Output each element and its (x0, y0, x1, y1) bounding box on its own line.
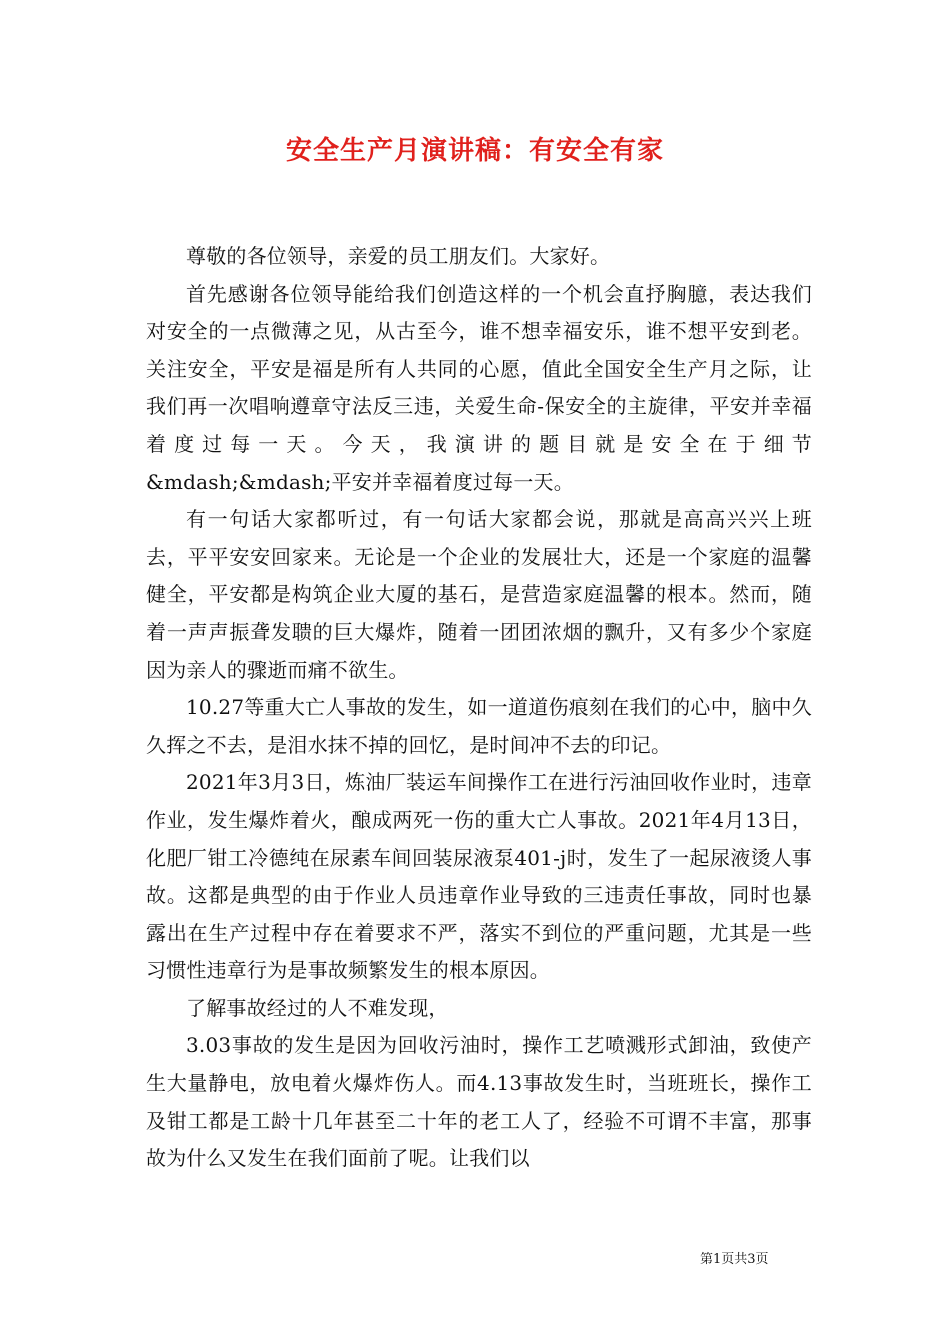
document-body (146, 238, 812, 1178)
page-title: 安全生产月演讲稿：有安全有家 (285, 136, 664, 166)
paragraph-2021-accidents: 2021年3月3日，炼油厂装运车间操作工在进行污油回收作业时，违章作业，发生爆炸着火，酿成两死一伤的重大亡人事故。2021年4月13日，化肥厂钳工冷德纯在尿素车间回装尿液泵401-j时，发生了一起尿液烫人事故。这都是典型的由于作业人员违章作业导致的三违责任事故，同时也暴露出在生产过程中存在着要求不严，落实不到位的严重问题，尤其是一些习惯性违章行为是事故频繁发生的根本原因。 (146, 770, 812, 983)
paragraph-303-accident: 3.03事故的发生是因为回收污油时，操作工艺喷溅形式卸油，致使产生大量静电，放电着火爆炸伤人。而4.13事故发生时，当班班长，操作工及钳工都是工龄十几年甚至二十年的老工人了，经验不可谓不丰富，那事故为什么又发生在我们面前了呢。让我们以 (146, 1033, 812, 1171)
paragraph-greeting: 尊敬的各位领导，亲爱的员工朋友们。大家好。 (186, 244, 611, 268)
page-number: 第1页共3页 (700, 1252, 769, 1267)
paragraph-safe-home: 有一句话大家都听过，有一句话大家都会说，那就是高高兴兴上班去，平平安安回家来。无论是一个企业的发展壮大，还是一个家庭的温馨健全，平安都是构筑企业大厦的基石，是营造家庭温馨的根本。然而，随着一声声振聋发聩的巨大爆炸，随着一团团浓烟的飘升，又有多少个家庭因为亲人的骤逝而痛不欲生。 (146, 507, 812, 682)
paragraph-1027-accident: 10.27等重大亡人事故的发生，如一道道伤痕刻在我们的心中，脑中久久挥之不去，是泪水抹不掉的回忆，是时间冲不去的印记。 (146, 695, 812, 757)
paragraph-opening: 首先感谢各位领导能给我们创造这样的一个机会直抒胸臆，表达我们对安全的一点微薄之见，从古至今，谁不想幸福安乐，谁不想平安到老。关注安全，平安是福是所有人共同的心愿，值此全国安全生产月之际，让我们再一次唱响遵章守法反三违，关爱生命-保安全的主旋律，平安并幸福着度过每一天。今天，我演讲的题目就是安全在于细节&mdash;&mdash;平安并幸福着度过每一天。 (146, 281, 812, 494)
paragraph-understanding: 了解事故经过的人不难发现， (186, 995, 449, 1020)
